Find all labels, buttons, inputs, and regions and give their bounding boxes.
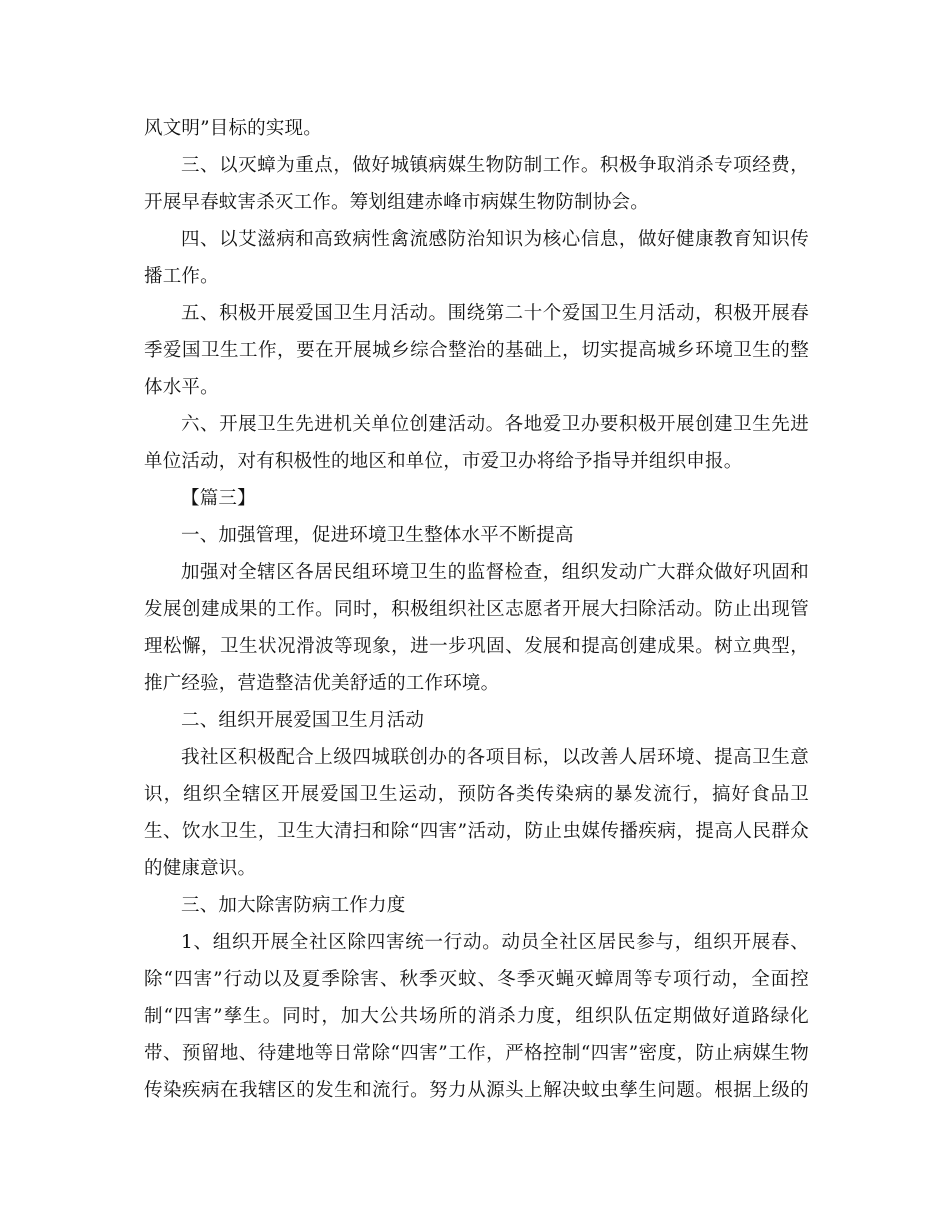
- text-line: 三、以灭蟑为重点，做好城镇病媒生物防制工作。积极争取消杀专项经费，: [181, 155, 809, 176]
- text-line: 的健康意识。: [144, 858, 257, 879]
- text-line: 推广经验，营造整洁优美舒适的工作环境。: [144, 673, 500, 694]
- text-line: 我社区积极配合上级四城联创办的各项目标，以改善人居环境、提高卫生意: [181, 747, 809, 768]
- text-line: 理松懈，卫生状况滑波等现象，进一步巩固、发展和提高创建成果。树立典型，: [144, 636, 809, 657]
- text-line: 加强对全辖区各居民组环境卫生的监督检查，组织发动广大群众做好巩固和: [181, 562, 809, 583]
- text-line: 四、以艾滋病和高致病性禽流感防治知识为核心信息，做好健康教育知识传: [181, 229, 809, 250]
- text-line: 六、开展卫生先进机关单位创建活动。各地爱卫办要积极开展创建卫生先进: [181, 414, 809, 435]
- text-line: 识，组织全辖区开展爱国卫生运动，预防各类传染病的暴发流行，搞好食品卫: [144, 784, 809, 805]
- document-body: [144, 110, 809, 1109]
- text-line: 开展早春蚊害杀灭工作。筹划组建赤峰市病媒生物防制协会。: [144, 192, 649, 213]
- text-line: 体水平。: [144, 377, 219, 398]
- text-line: 发展创建成果的工作。同时，积极组织社区志愿者开展大扫除活动。防止出现管: [144, 599, 809, 620]
- text-line: 1、组织开展全社区除四害统一行动。动员全社区居民参与，组织开展春、: [181, 932, 809, 953]
- text-line: 风文明”目标的实现。: [144, 118, 322, 139]
- text-line: 季爱国卫生工作，要在开展城乡综合整治的基础上，切实提高城乡环境卫生的整: [144, 340, 809, 361]
- text-line: 五、积极开展爱国卫生月活动。围绕第二十个爱国卫生月活动，积极开展春: [181, 303, 809, 324]
- subsection-heading: 一、加强管理，促进环境卫生整体水平不断提高: [181, 525, 574, 546]
- text-line: 单位活动，对有积极性的地区和单位，市爱卫办将给予指导并组织申报。: [144, 451, 743, 472]
- subsection-heading: 三、加大除害防病工作力度: [181, 895, 406, 916]
- text-line: 制“四害”孳生。同时，加大公共场所的消杀力度，组织队伍定期做好道路绿化: [144, 1006, 809, 1027]
- text-line: 带、预留地、待建地等日常除“四害”工作，严格控制“四害”密度，防止病媒生物: [144, 1043, 809, 1064]
- text-line: 除“四害”行动以及夏季除害、秋季灭蚊、冬季灭蝇灭蟑周等专项行动，全面控: [144, 969, 809, 990]
- text-line: 生、饮水卫生，卫生大清扫和除“四害”活动，防止虫媒传播疾病，提高人民群众: [144, 821, 809, 842]
- text-line: 播工作。: [144, 266, 219, 287]
- text-line: 传染疾病在我辖区的发生和流行。努力从源头上解决蚊虫孳生问题。根据上级的: [144, 1080, 809, 1101]
- subsection-heading: 二、组织开展爱国卫生月活动: [181, 710, 425, 731]
- section-heading: 【篇三】: [181, 488, 256, 509]
